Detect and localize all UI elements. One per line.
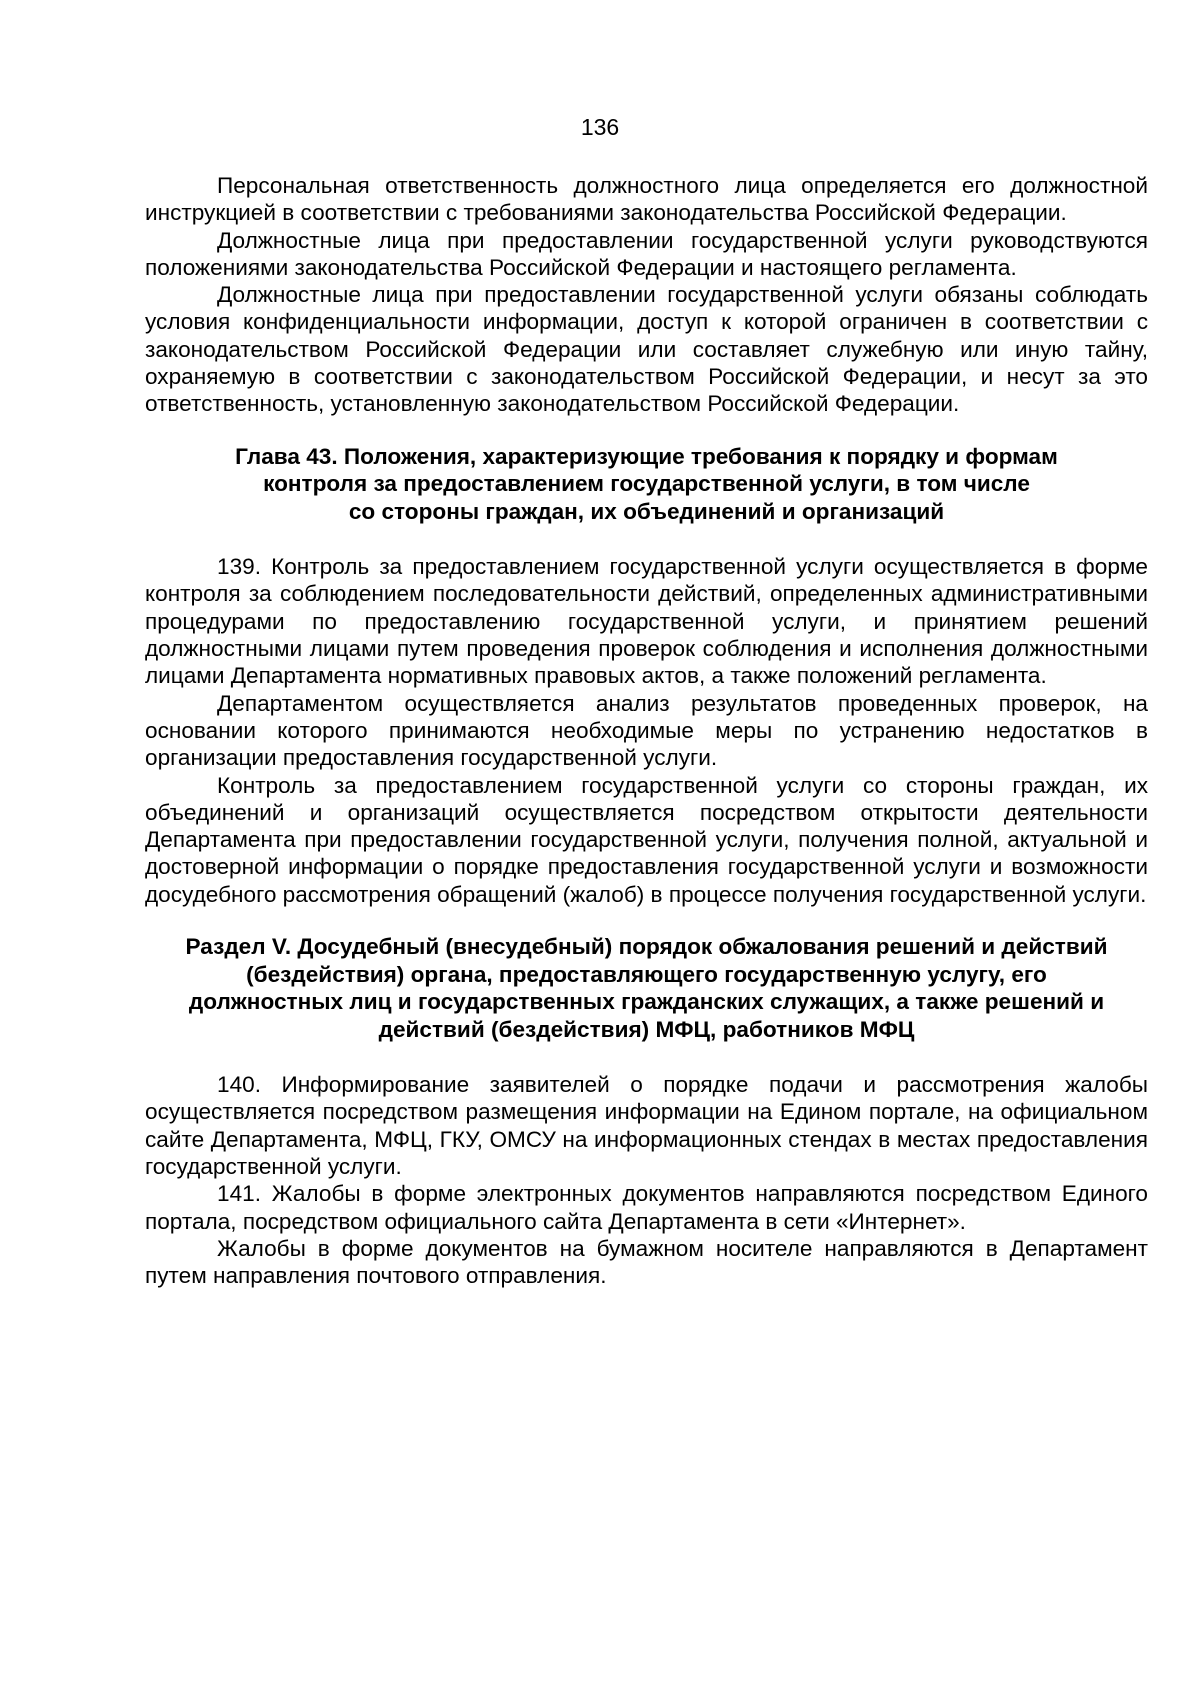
heading-line: действий (бездействия) МФЦ, работников МФЦ bbox=[378, 1016, 915, 1042]
paragraph-141: 141. Жалобы в форме электронных документов направляются посредством Единого портала, посредством официального сайта Департамента в сети «Интернет». bbox=[145, 1181, 1148, 1234]
page-number: 136 bbox=[580, 114, 620, 140]
paragraph-140: 140. Информирование заявителей о порядке подачи и рассмотрения жалобы осуществляется посредством размещения информации на Едином портале, на официальном сайте Департамента, МФЦ, ГКУ, ОМСУ на информационных стендах в местах предоставления государственной услуги. bbox=[145, 1072, 1148, 1179]
paragraph-139: 139. Контроль за предоставлением государственной услуги осуществляется в форме контроля за соблюдением последовательности действий, определенных административными процедурами по предоставлению государственной услуги, и принятием решений должностными лицами путем проведения проверок соблюдения и исполнения должностными лицами Департамента нормативных правовых актов, а также положений регламента. bbox=[145, 554, 1148, 689]
paragraph-officials-guided: Должностные лица при предоставлении государственной услуги руководствуются положениями законодательства Российской Федерации и настоящего регламента. bbox=[145, 227, 1148, 280]
heading-line: (бездействия) органа, предоставляющего государственную услугу, его bbox=[246, 961, 1047, 987]
heading-line: Глава 43. Положения, характеризующие требования к порядку и формам bbox=[235, 443, 1058, 469]
document-body bbox=[145, 172, 1148, 1289]
heading-line: со стороны граждан, их объединений и организаций bbox=[348, 498, 945, 524]
section-v-heading bbox=[145, 933, 1148, 1043]
paragraph-confidentiality: Должностные лица при предоставлении государственной услуги обязаны соблюдать условия конфиденциальности информации, доступ к которой ограничен в соответствии с законодательством Российской Федерации или составляет служебную или иную тайну, охраняемую в соответствии с законодательством Российской Федерации, и несут за это ответственность, установленную законодательством Российской Федерации. bbox=[145, 282, 1148, 417]
heading-line: должностных лиц и государственных гражданских служащих, а также решений и bbox=[188, 989, 1105, 1015]
paragraph-citizen-control: Контроль за предоставлением государственной услуги со стороны граждан, их объединений и организаций осуществляется посредством открытости деятельности Департамента при предоставлении государственной услуги, получения полной, актуальной и достоверной информации о порядке предоставления государственной услуги и возможности досудебного рассмотрения обращений (жалоб) в процессе получения государственной услуги. bbox=[145, 772, 1148, 907]
heading-line: Раздел V. Досудебный (внесудебный) порядок обжалования решений и действий bbox=[185, 934, 1108, 960]
chapter-43-heading bbox=[145, 443, 1148, 526]
paragraph-department-analysis: Департаментом осуществляется анализ результатов проведенных проверок, на основании которого принимаются необходимые меры по устранению недостатков в организации предоставления государственной услуги. bbox=[145, 690, 1148, 771]
heading-line: контроля за предоставлением государственной услуги, в том числе bbox=[263, 471, 1030, 497]
paragraph-paper-complaints: Жалобы в форме документов на бумажном носителе направляются в Департамент путем направления почтового отправления. bbox=[145, 1235, 1148, 1289]
paragraph-personal-responsibility: Персональная ответственность должностного лица определяется его должностной инструкцией в соответствии с требованиями законодательства Российской Федерации. bbox=[145, 173, 1148, 226]
